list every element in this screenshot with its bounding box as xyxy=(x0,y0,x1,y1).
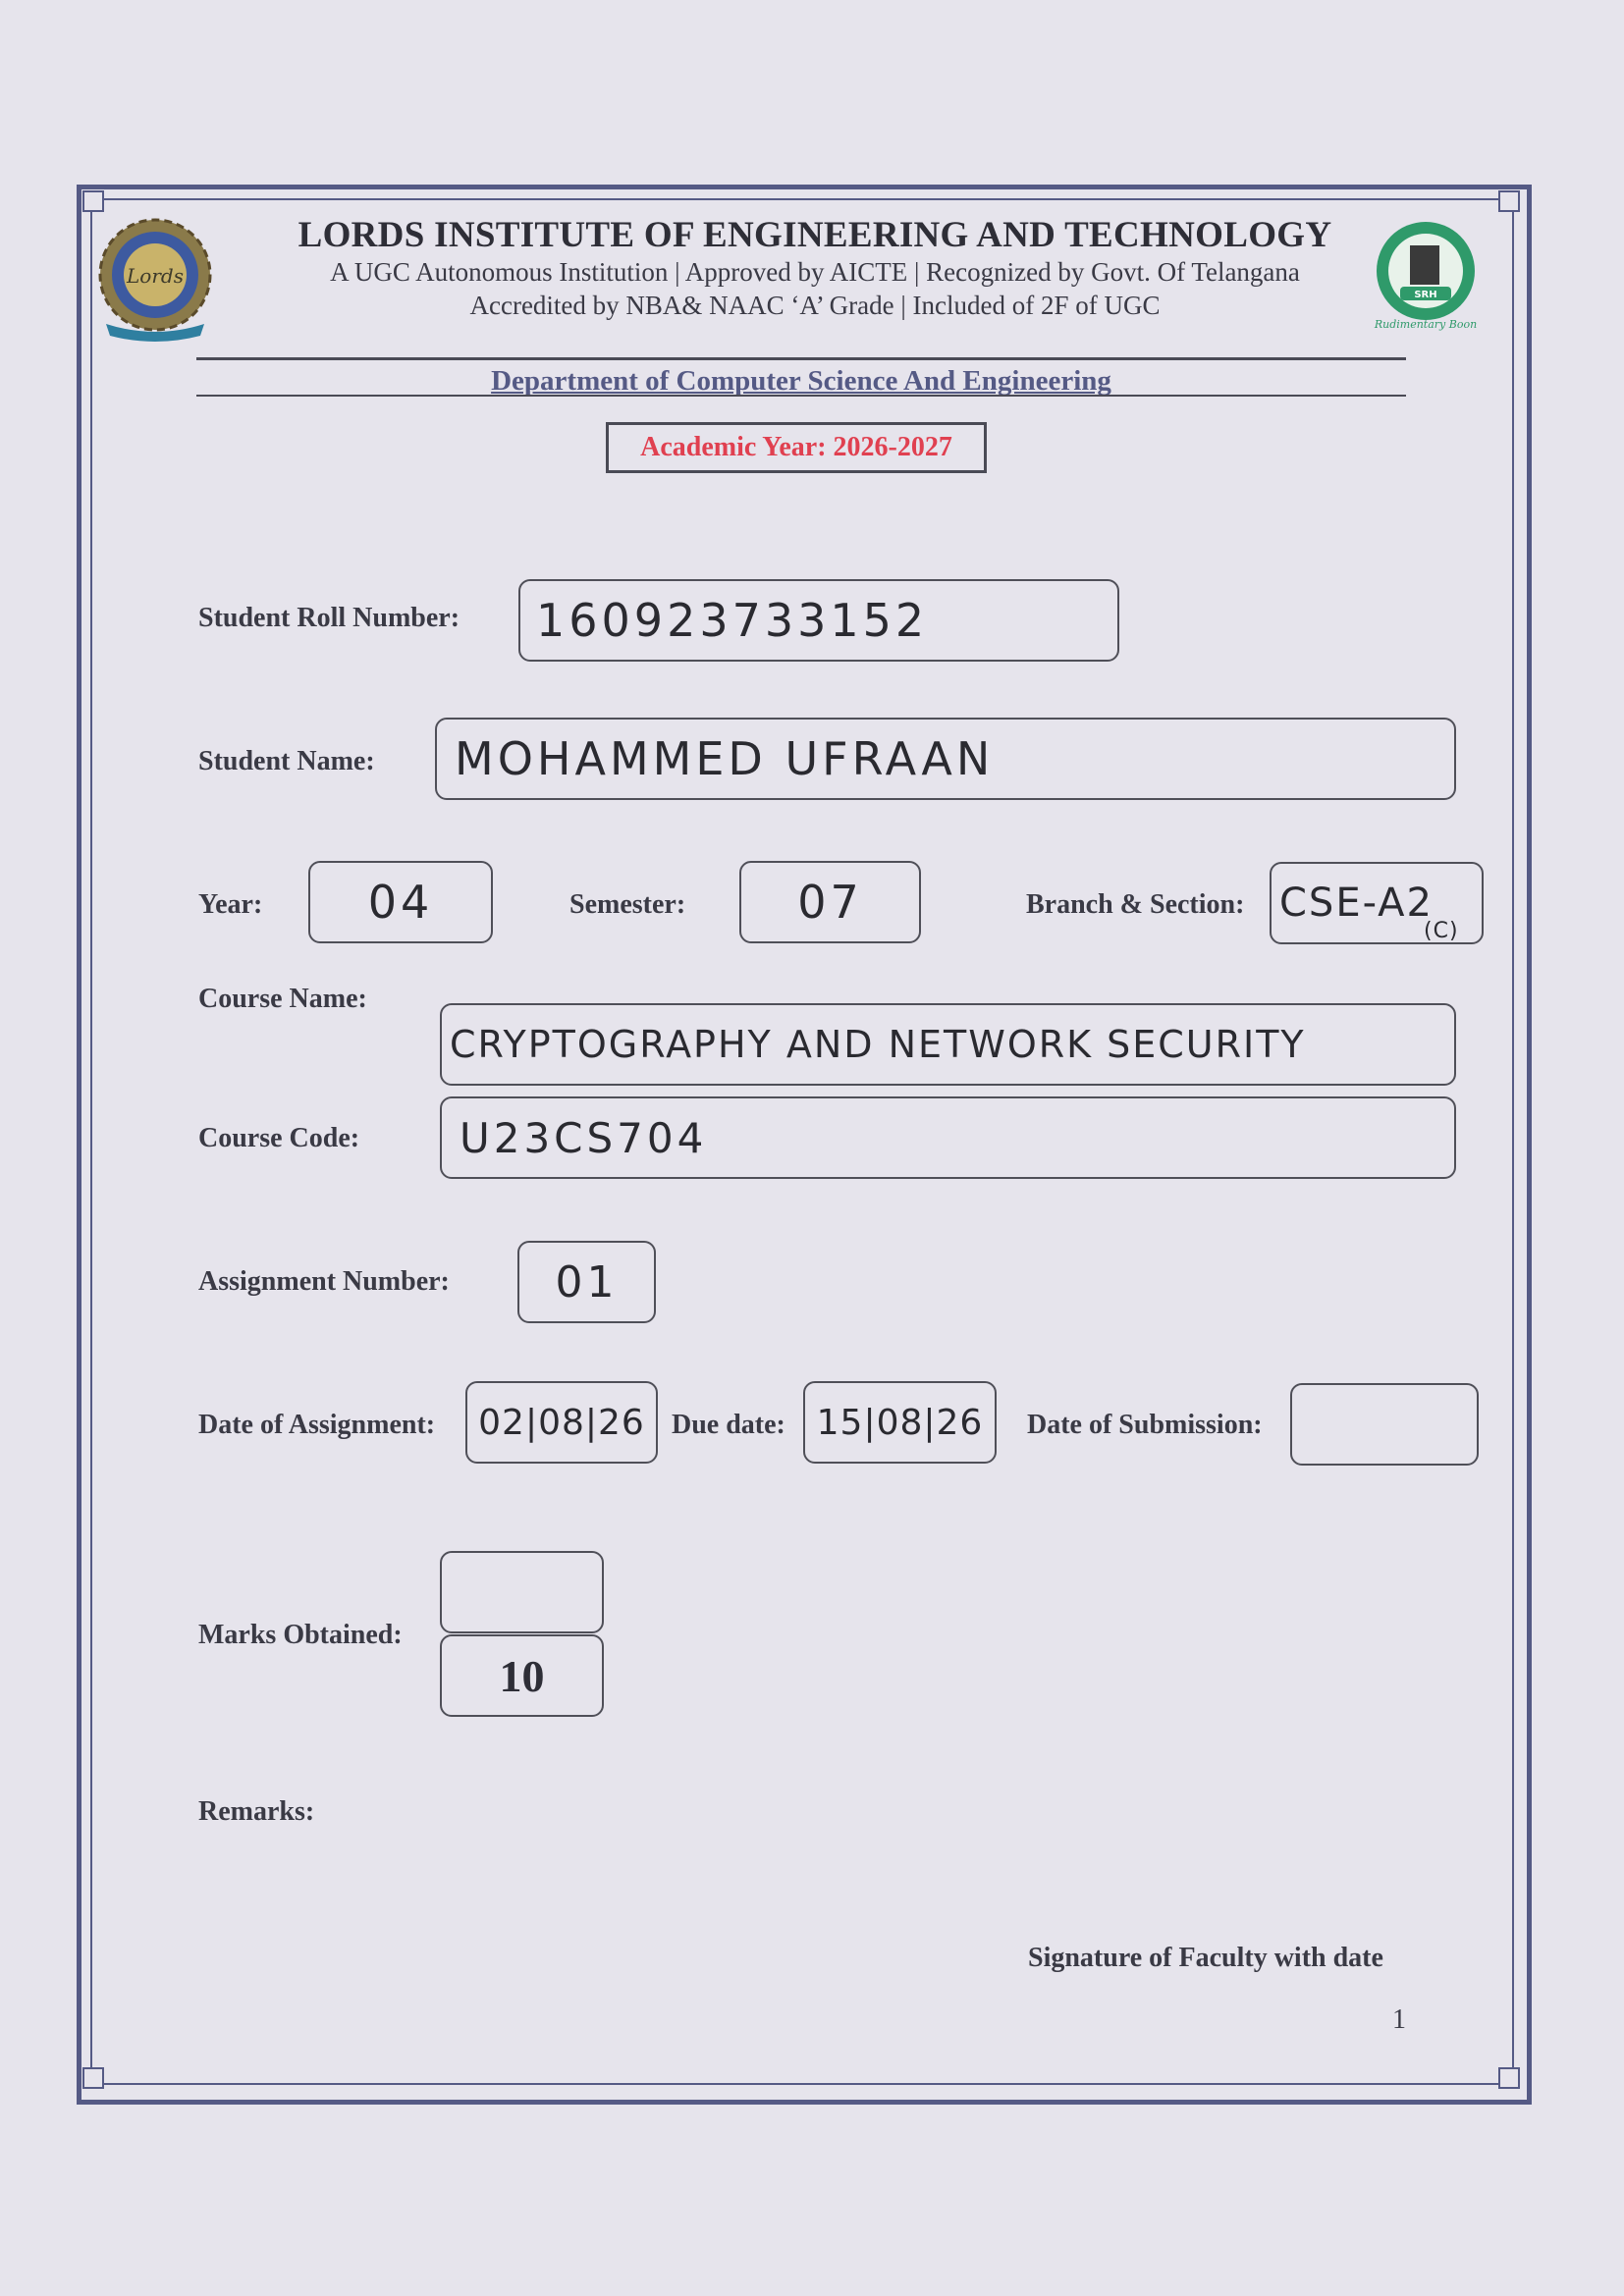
course-code-value: U23CS704 xyxy=(460,1113,708,1162)
frame-corner-top-left xyxy=(82,190,104,212)
academic-year-box xyxy=(606,422,987,473)
date-of-submission-label: Date of Submission: xyxy=(1027,1410,1263,1440)
institution-name: LORDS INSTITUTE OF ENGINEERING AND TECHNOLOGY xyxy=(298,215,1332,255)
academic-year: Academic Year: 2026-2027 xyxy=(640,432,952,462)
frame-corner-bottom-right xyxy=(1498,2067,1520,2089)
year-label: Year: xyxy=(198,889,263,920)
seal-ribbon-text: Rudimentary Boon xyxy=(1374,318,1478,331)
branch-section-label: Branch & Section: xyxy=(1026,889,1245,920)
course-code-label: Course Code: xyxy=(198,1123,360,1153)
semester-value: 07 xyxy=(797,876,863,929)
date-of-assignment-label: Date of Assignment: xyxy=(198,1410,436,1440)
page-number: 1 xyxy=(1392,2004,1406,2035)
header-rule-top xyxy=(196,357,1406,360)
roll-number-field[interactable] xyxy=(518,579,1119,662)
year-value: 04 xyxy=(367,876,434,929)
course-name-field[interactable] xyxy=(440,1003,1456,1086)
semester-field[interactable] xyxy=(739,861,921,943)
due-date-value: 15|08|26 xyxy=(816,1402,984,1443)
roll-number-label: Student Roll Number: xyxy=(198,603,460,633)
course-code-field[interactable] xyxy=(440,1096,1456,1179)
faculty-signature-label: Signature of Faculty with date xyxy=(1028,1943,1383,1973)
course-name-value: CRYPTOGRAPHY AND NETWORK SECURITY xyxy=(450,1023,1306,1066)
marks-obtained-label: Marks Obtained: xyxy=(198,1620,403,1650)
student-name-value: MOHAMMED UFRAAN xyxy=(455,732,995,785)
student-name-label: Student Name: xyxy=(198,746,375,776)
date-of-submission-field[interactable] xyxy=(1290,1383,1479,1466)
institution-accreditation: Accredited by NBA& NAAC ‘A’ Grade | Included of 2F of UGC xyxy=(469,291,1161,320)
assignment-number-label: Assignment Number: xyxy=(198,1266,450,1297)
roll-number-value: 160923733152 xyxy=(536,594,929,647)
seal-center-text: SRH xyxy=(1414,290,1437,300)
due-date-field[interactable] xyxy=(803,1381,997,1464)
branch-section-note: (C) xyxy=(1424,919,1459,943)
frame-corner-top-right xyxy=(1498,190,1520,212)
year-field[interactable] xyxy=(308,861,493,943)
header-rule-bottom xyxy=(196,395,1406,397)
marks-total-box xyxy=(440,1634,604,1717)
marks-total-value: 10 xyxy=(499,1650,545,1701)
student-name-field[interactable] xyxy=(435,718,1456,800)
logo-lettering: Lords xyxy=(127,264,184,288)
due-date-label: Due date: xyxy=(672,1410,785,1440)
frame-corner-bottom-left xyxy=(82,2067,104,2089)
date-of-assignment-value: 02|08|26 xyxy=(478,1402,645,1443)
semester-label: Semester: xyxy=(569,889,686,920)
course-name-label: Course Name: xyxy=(198,984,367,1014)
assignment-number-value: 01 xyxy=(555,1256,619,1308)
department-name: Department of Computer Science And Engineering xyxy=(491,365,1111,397)
remarks-label: Remarks: xyxy=(198,1796,315,1827)
assignment-number-field[interactable] xyxy=(517,1241,656,1323)
branch-section-value: CSE-A2 xyxy=(1279,881,1434,926)
marks-obtained-field[interactable] xyxy=(440,1551,604,1633)
date-of-assignment-field[interactable] xyxy=(465,1381,658,1464)
institution-approvals: A UGC Autonomous Institution | Approved by AICTE | Recognized by Govt. Of Telangana xyxy=(330,257,1300,287)
